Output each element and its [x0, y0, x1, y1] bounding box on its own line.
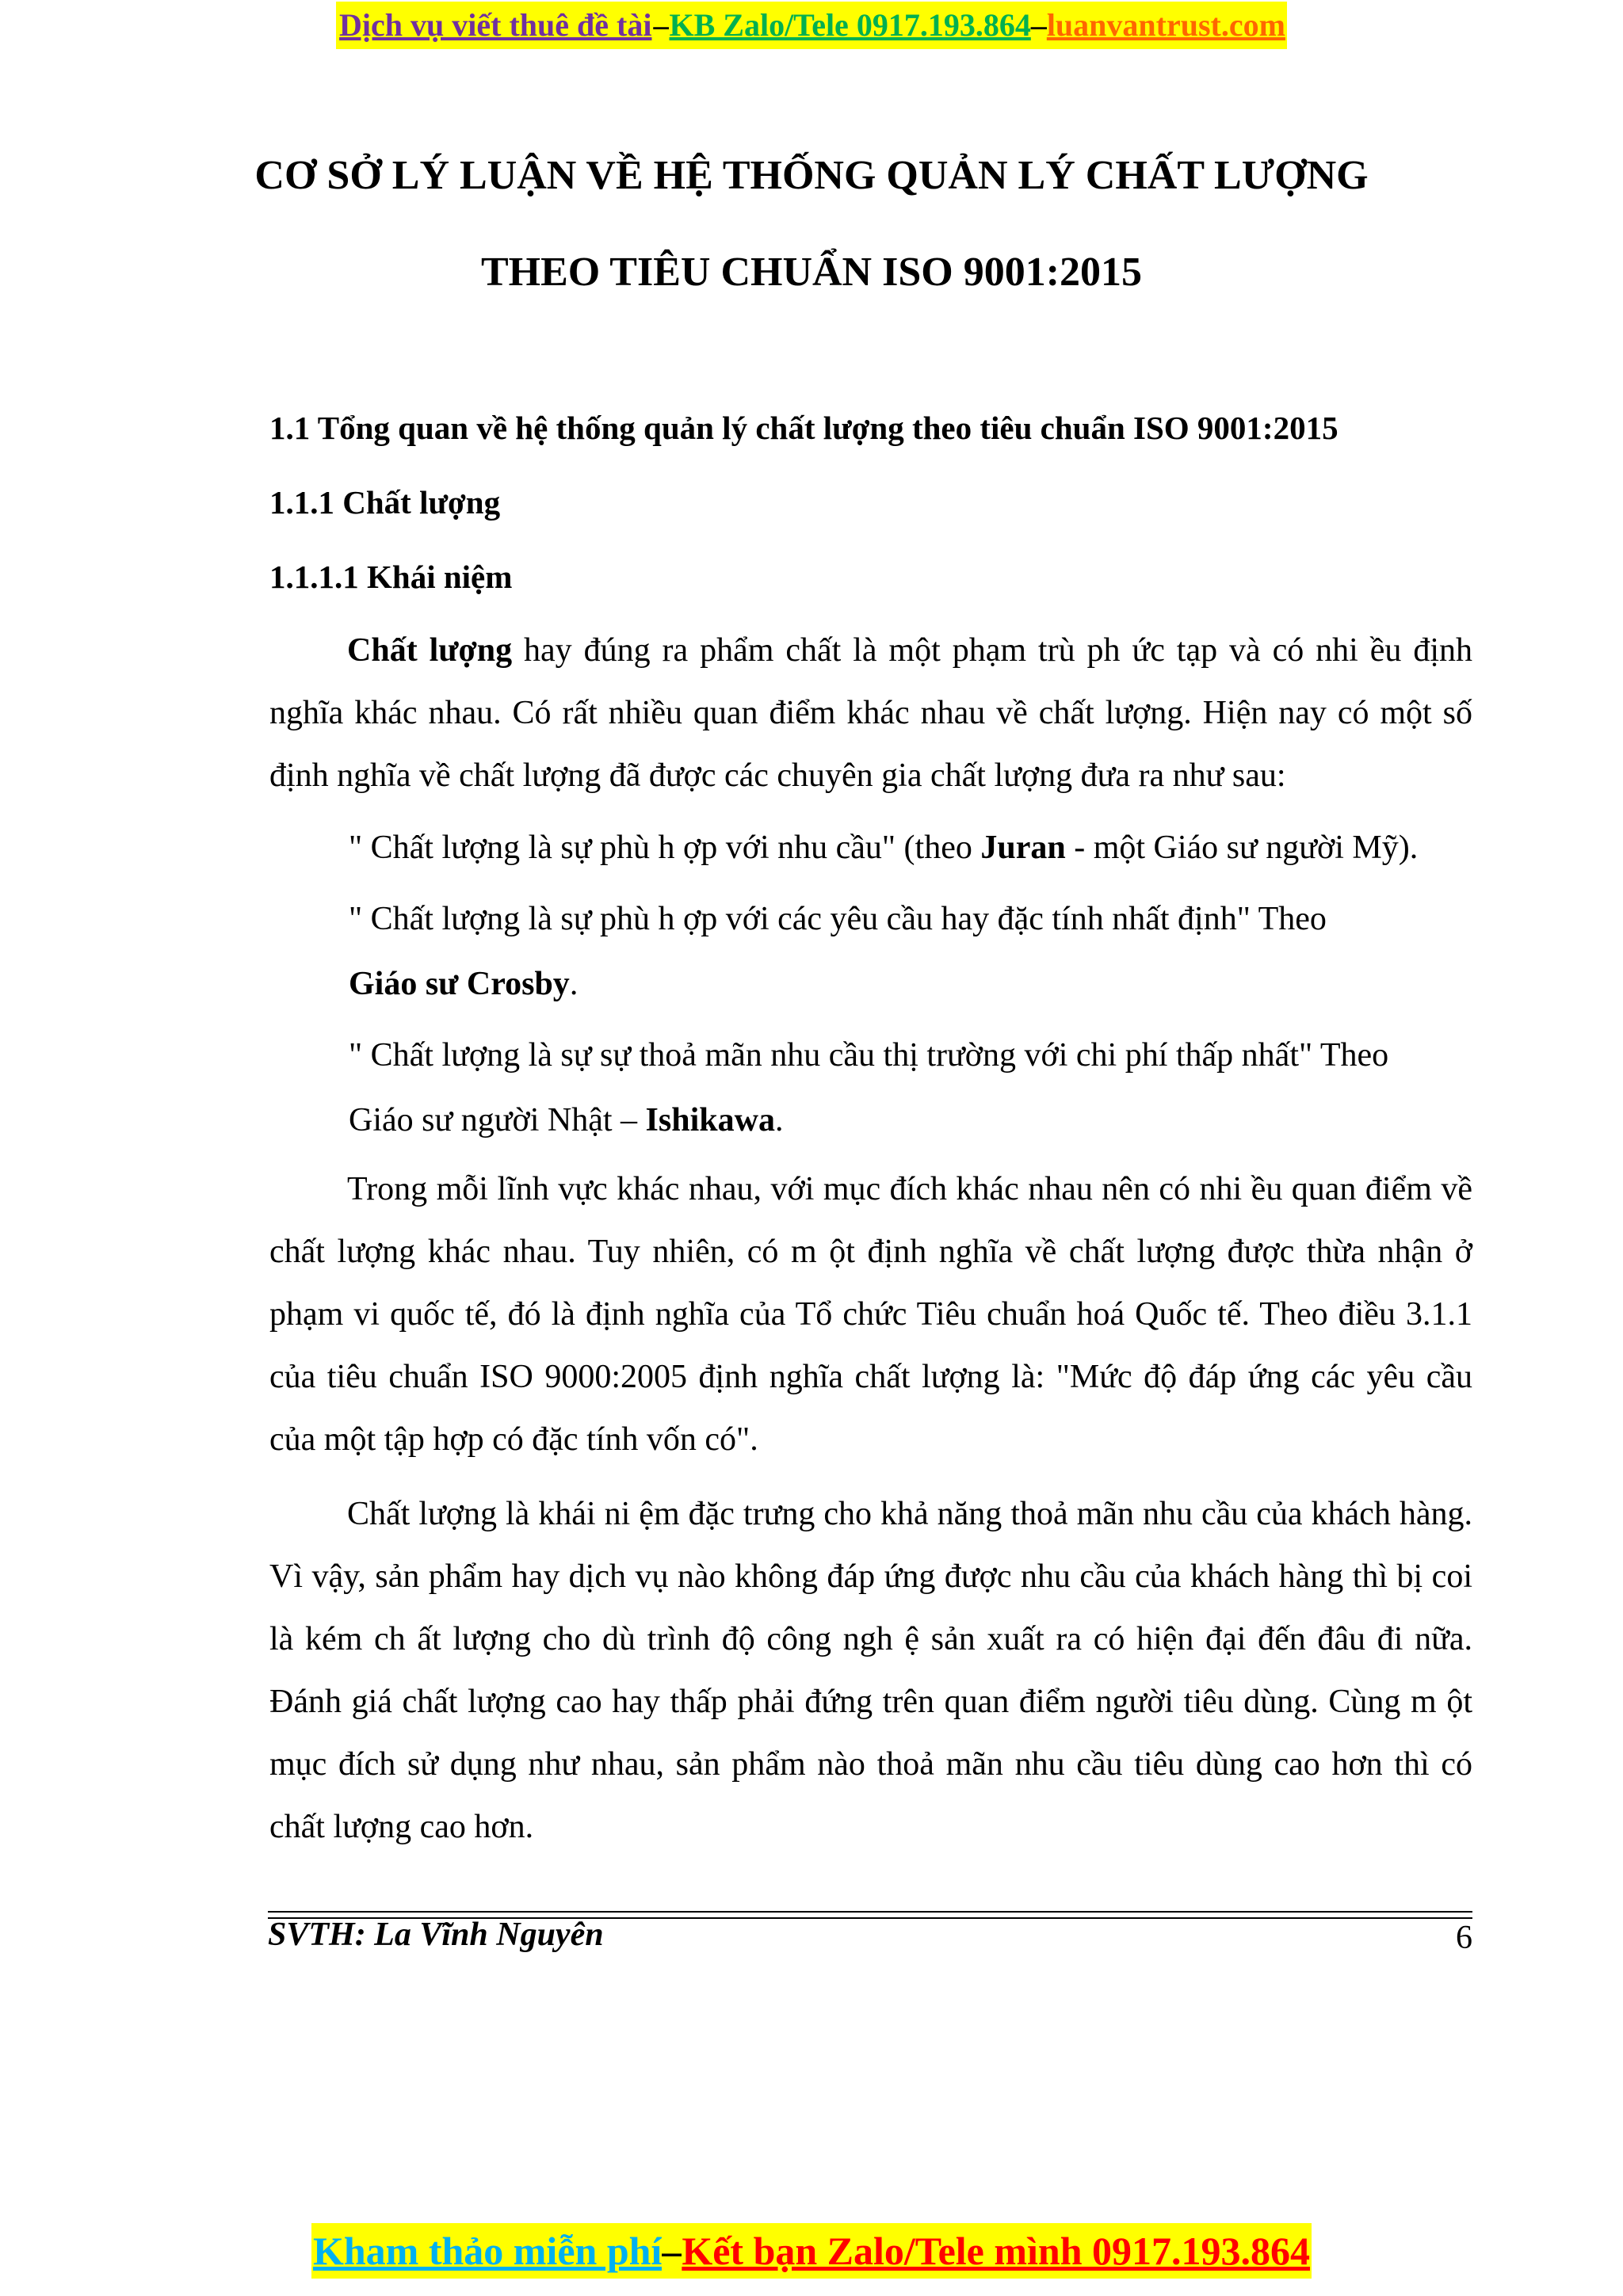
section-heading-1-1-1: 1.1.1 Chất lượng [269, 484, 501, 521]
footer-author: SVTH: La Vĩnh Nguyên [268, 1917, 604, 1953]
quote-crosby-line2 [349, 965, 578, 1003]
paragraph-iso-definition: Trong mỗi lĩnh vực khác nhau, với mục đích khác nhau nên có nhi ều quan điểm về chất lượng khác nhau. Tuy nhiên, có m ột định nghĩa về chất lượng được thừa nhận ở phạm vi quốc tế, đó là định nghĩa của Tổ chức Tiêu chuẩn hoá Quốc tế. Theo điều 3.1.1 của tiêu chuẩn ISO 9000:2005 định nghĩa chất lượng là: "Mức độ đáp ứng các yêu cầu của một tập hợp có đặc tính vốn có". [269, 1171, 1472, 1458]
term-chat-luong: Chất lượng [347, 632, 513, 669]
top-promo-banner [0, 2, 1623, 49]
footer-divider [268, 1911, 1472, 1913]
section-heading-1-1-1-1: 1.1.1.1 Khái niệm [269, 559, 513, 595]
quote-text: Giáo sư người Nhật – [349, 1102, 646, 1138]
banner-service-text: Dịch vụ viết thuê đề tài [338, 2, 653, 49]
banner-separator: – [653, 2, 669, 49]
section-heading-1-1: 1.1 Tổng quan về hệ thống quản lý chất lượng theo tiêu chuẩn ISO 9001:2015 [269, 410, 1338, 446]
name-crosby: Giáo sư Crosby [349, 966, 570, 1002]
banner-separator: – [1031, 2, 1047, 49]
banner-website-link[interactable]: luanvantrust.com [1047, 2, 1285, 49]
quote-text: . [569, 966, 579, 1002]
paragraph-definition-intro [269, 620, 1472, 807]
chapter-title-line1: CƠ SỞ LÝ LUẬN VỀ HỆ THỐNG QUẢN LÝ CHẤT LƯỢNG [254, 153, 1369, 198]
chapter-title-line2: THEO TIÊU CHUẨN ISO 9001:2015 [480, 250, 1143, 295]
quote-ishikawa-line2 [349, 1101, 783, 1139]
banner-free-reference-text: Kham thảo miễn phí [313, 2223, 662, 2279]
quote-ishikawa-line1: " Chất lượng là sự sự thoả mãn nhu cầu thị trường với chi phí thấp nhất" Theo [349, 1037, 1389, 1074]
paragraph-quality-concept: Chất lượng là khái ni ệm đặc trưng cho khả năng thoả mãn nhu cầu của khách hàng. Vì vậy, sản phẩm hay dịch vụ nào không đáp ứng được nhu cầu của khách hàng thì bị coi là kém ch ất lượng cho dù trình độ công ngh ệ sản xuất ra có hiện đại đến đâu đi nữa. Đánh giá chất lượng cao hay thấp phải đứng trên quan điểm người tiêu dùng. Cùng m ột mục đích sử dụng như nhau, sản phẩm nào thoả mãn nhu cầu tiêu dùng cao hơn thì có chất lượng cao hơn. [269, 1496, 1472, 1845]
name-ishikawa: Ishikawa [645, 1102, 775, 1138]
quote-text: - một Giáo sư người Mỹ). [1065, 830, 1419, 866]
page-number: 6 [1456, 1920, 1472, 1956]
banner-separator: – [662, 2223, 682, 2279]
quote-crosby-line1: " Chất lượng là sự phù h ợp với các yêu cầu hay đặc tính nhất định" Theo [349, 901, 1327, 937]
name-juran: Juran [980, 830, 1066, 866]
bottom-promo-banner [0, 2223, 1623, 2279]
quote-text: . [774, 1102, 784, 1138]
paragraph-text: hay đúng ra phẩm chất là một phạm trù ph ức tạp và có nhi ều định nghĩa khác nhau. Có rất nhiều quan điểm khác nhau về chất lượng. Hiện nay có một số định nghĩa về chất lượng đã được các chuyên gia chất lượng đưa ra như sau: [269, 632, 1472, 794]
banner-contact-text: KB Zalo/Tele 0917.193.864 [669, 2, 1030, 49]
quote-juran [349, 829, 1418, 867]
banner-zalo-contact[interactable]: Kết bạn Zalo/Tele mình 0917.193.864 [682, 2223, 1310, 2279]
quote-text: " Chất lượng là sự phù h ợp với nhu cầu" (theo [349, 830, 981, 866]
